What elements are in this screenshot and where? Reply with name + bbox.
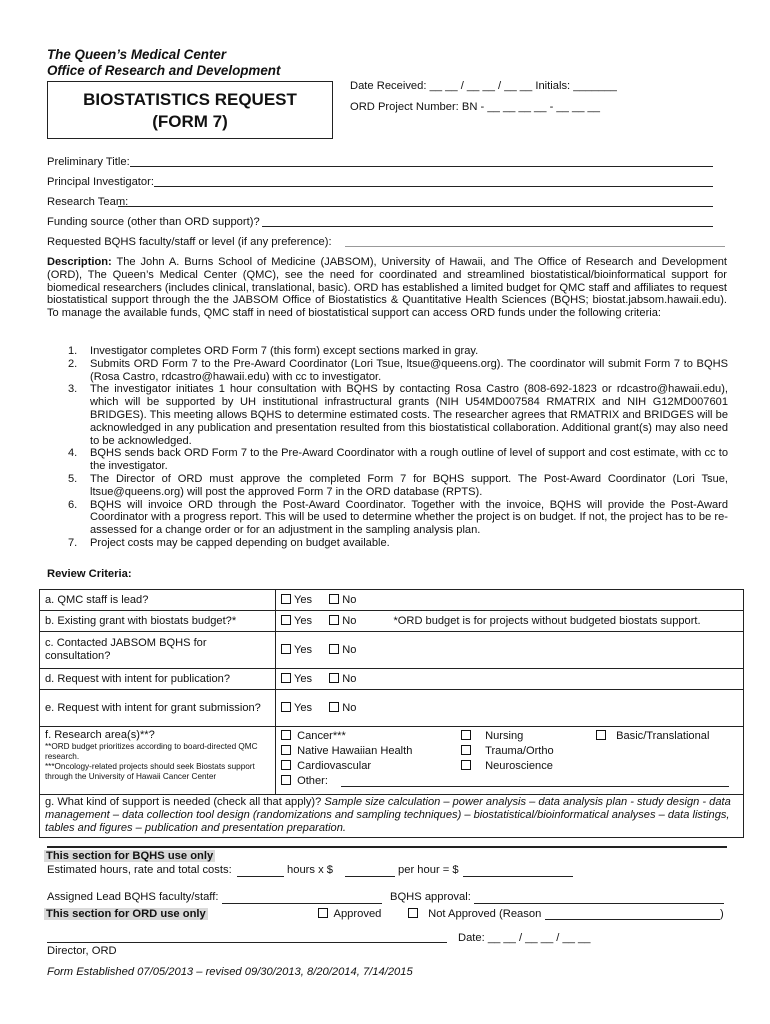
yes-label: Yes: [294, 614, 313, 627]
no-checkbox[interactable]: [329, 594, 339, 604]
form-number: (FORM 7): [152, 112, 228, 131]
bqhs-approval-input[interactable]: [474, 903, 724, 904]
table-row: [40, 727, 744, 795]
date-received-field[interactable]: Date Received: __ __ / __ __ / __ __ Initials: _______: [350, 80, 617, 92]
preliminary-title-label: Preliminary Title:: [47, 156, 130, 168]
approved-label: Approved: [333, 908, 382, 920]
neuroscience-checkbox[interactable]: [461, 760, 471, 770]
criteria-item: [68, 345, 728, 358]
question-g-cell: [40, 795, 744, 838]
criteria-text: The Director of ORD must approve the completed Form 7 for BQHS support. The Post-Award Coordinator (Lori Tsue, ltsue@queens.org) will post the approved Form 7 in the ORD database (RPTS).: [90, 472, 728, 498]
approved-option[interactable]: [318, 908, 381, 920]
table-row: [40, 632, 744, 669]
office-name: Office of Research and Development: [47, 63, 281, 78]
not-approved-option[interactable]: [408, 908, 541, 920]
not-approved-checkbox[interactable]: [408, 908, 418, 918]
yes-checkbox[interactable]: [281, 594, 291, 604]
research-team-label: Research Team:: [47, 196, 129, 208]
no-checkbox[interactable]: [329, 702, 339, 712]
area-label: Other:: [297, 775, 328, 787]
table-row: [40, 611, 744, 632]
area-label: Cancer***: [297, 730, 346, 742]
question-d: d. Request with intent for publication?: [40, 669, 276, 690]
native-hawaiian-checkbox[interactable]: [281, 745, 291, 755]
area-cancer[interactable]: [281, 730, 346, 743]
bqhs-divider: [47, 846, 727, 848]
support-options: Sample size calculation – power analysis – data analysis plan - study design - data management – data collection tool design (randomizations and sampling techniques) – biostatistical/bioinformatical analyses – data listings, tables and figures – publication and presentation preparation.: [45, 796, 731, 834]
form-established-footer: Form Established 07/05/2013 – revised 09/30/2013, 8/20/2014, 7/14/2015: [47, 966, 413, 978]
no-checkbox[interactable]: [329, 615, 339, 625]
director-signature-line[interactable]: [47, 942, 447, 943]
close-paren: ): [720, 908, 724, 920]
research-team-input[interactable]: [118, 206, 713, 207]
description-paragraph: [47, 256, 727, 320]
form-title-box: [47, 81, 333, 139]
question-b: b. Existing grant with biostats budget?*: [40, 611, 276, 632]
criteria-text: Project costs may be capped depending on budget available.: [90, 536, 390, 549]
area-label: Cardiovascular: [297, 760, 372, 772]
criteria-number: 2.: [68, 357, 78, 370]
no-checkbox[interactable]: [329, 673, 339, 683]
area-label: Nursing: [485, 730, 524, 742]
org-name: The Queen’s Medical Center: [47, 47, 227, 62]
no-checkbox[interactable]: [329, 644, 339, 654]
question-a: a. QMC staff is lead?: [40, 590, 276, 611]
research-areas-cell: [276, 727, 744, 795]
table-row: [40, 795, 744, 838]
answer-b: [276, 611, 744, 632]
estimated-costs-label: Estimated hours, rate and total costs:: [47, 864, 232, 876]
hours-label: hours x $: [287, 864, 334, 876]
requested-faculty-label: Requested BQHS faculty/staff or level (if any preference):: [47, 236, 332, 248]
criteria-text: BQHS sends back ORD Form 7 to the Pre-Award Coordinator with a rough outline of level of support and cost estimate, with cc to the investigator.: [90, 447, 728, 473]
review-criteria-heading: Review Criteria:: [47, 568, 132, 580]
criteria-number: 6.: [68, 498, 78, 511]
description-text: The John A. Burns School of Medicine (JABSOM), University of Hawaii, and The Office of Research and Development (ORD), The Queen’s Medical Center (QMC), see the need for coordinated and streamlined biostatistical/bioinformatical support for biomedical researchers (includes clinical, translational, basic). ORD has established a limited budget for QMC staff and affiliates to request biostatistical support through the the JABSOM Office of Biostatistics & Quantitative Health Sciences (BQHS; biostat.jabsom.hawaii.edu). To manage the available funds, QMC staff in need of biostatistical support can access ORD funds under the following criteria:: [47, 256, 727, 320]
total-cost-input[interactable]: [463, 876, 573, 877]
area-cardiovascular[interactable]: [281, 760, 371, 773]
yes-checkbox[interactable]: [281, 644, 291, 654]
no-label: No: [342, 643, 357, 656]
principal-investigator-label: Principal Investigator:: [47, 176, 154, 188]
no-label: No: [342, 614, 357, 627]
director-label: Director, ORD: [47, 945, 117, 957]
table-row: [40, 690, 744, 727]
criteria-text: Submits ORD Form 7 to the Pre-Award Coordinator (Lori Tsue, ltsue@queens.org). The coordinator will submit Form 7 to BQHS (Rosa Castro, rdcastro@hawaii.edu) with cc to investigator.: [90, 357, 728, 383]
form-title: BIOSTATISTICS REQUEST: [83, 90, 297, 109]
area-other[interactable]: [281, 775, 729, 788]
nursing-checkbox[interactable]: [461, 730, 471, 740]
ord-date-field[interactable]: Date: __ __ / __ __ / __ __: [458, 932, 591, 944]
rate-input[interactable]: [345, 876, 395, 877]
criteria-text: Investigator completes ORD Form 7 (this form) except sections marked in gray.: [90, 345, 479, 357]
area-label: Native Hawaiian Health: [297, 745, 413, 757]
yes-checkbox[interactable]: [281, 702, 291, 712]
per-hour-label: per hour = $: [398, 864, 459, 876]
reason-input[interactable]: [545, 919, 720, 920]
answer-c: [276, 632, 744, 669]
other-input[interactable]: [341, 786, 729, 787]
requested-faculty-input[interactable]: [345, 246, 725, 247]
table-row: [40, 590, 744, 611]
question-f: f. Research area(s)**?: [45, 729, 155, 741]
question-c: c. Contacted JABSOM BQHS for consultation?: [40, 632, 276, 669]
criteria-text: The investigator initiates 1 hour consultation with BQHS by contacting Rosa Castro (808-692-1823 or rdcastro@hawaii.edu), which will be supported by UH institutional infrastructural grants (NIH U54MD007584 RMATRIX and NIH G12MD007601 BRIDGES). This meeting allows BQHS to determine estimated costs. The researcher agrees that RMATRIX and BRIDGES will be acknowledged in any publication and presentation resulted from this biostatistical collaboration. Additional grant(s) may also need to be acknowledged.: [90, 383, 728, 447]
criteria-number: 7.: [68, 536, 78, 549]
bqhs-approval-label: BQHS approval:: [390, 891, 471, 903]
trauma-checkbox[interactable]: [461, 745, 471, 755]
criteria-item: [68, 447, 728, 473]
criteria-item: [68, 473, 728, 499]
area-native-hawaiian[interactable]: [281, 745, 412, 758]
area-neuroscience[interactable]: [461, 760, 553, 773]
funding-source-label: Funding source (other than ORD support)?: [47, 216, 260, 228]
approved-checkbox[interactable]: [318, 908, 328, 918]
question-f-cell: [40, 727, 276, 795]
yes-label: Yes: [294, 701, 313, 714]
oncology-note: ***Oncology-related projects should seek Biostats support through the University of Hawaii Cancer Center: [45, 762, 255, 781]
criteria-list: [68, 345, 728, 550]
cancer-checkbox[interactable]: [281, 730, 291, 740]
bqhs-section-text: This section for BQHS use only: [46, 850, 214, 862]
criteria-item: [68, 358, 728, 384]
criteria-item: [68, 499, 728, 537]
not-approved-label: Not Approved (Reason: [428, 908, 542, 920]
answer-e: [276, 690, 744, 727]
table-row: [40, 669, 744, 690]
criteria-number: 4.: [68, 447, 78, 460]
research-priority-note: **ORD budget prioritizes according to board-directed QMC research.: [45, 742, 258, 761]
hours-input[interactable]: [237, 876, 284, 877]
criteria-item: [68, 537, 728, 550]
area-label: Neuroscience: [485, 760, 553, 772]
lead-faculty-label: Assigned Lead BQHS faculty/staff:: [47, 891, 219, 903]
question-e: e. Request with intent for grant submission?: [40, 690, 276, 727]
lead-faculty-input[interactable]: [222, 903, 382, 904]
answer-d: [276, 669, 744, 690]
yes-label: Yes: [294, 672, 313, 685]
criteria-number: 1.: [68, 345, 78, 357]
no-label: No: [342, 672, 357, 685]
principal-investigator-input[interactable]: [154, 186, 713, 187]
criteria-text: BQHS will invoice ORD through the Post-Award Coordinator. Together with the invoice, BQHS will provide the Post-Award Coordinator with a progress report. This will be used to determine whether the project is on budget. If not, the project has to be re-assessed for a change order or for an adjustment in the sampling analysis plan.: [90, 498, 728, 537]
review-table: [39, 589, 744, 838]
criteria-number: 3.: [68, 383, 78, 396]
criteria-item: [68, 383, 728, 447]
area-label: Trauma/Ortho: [485, 745, 554, 757]
yes-label: Yes: [294, 593, 313, 606]
budget-note: *ORD budget is for projects without budgeted biostats support.: [393, 614, 701, 627]
preliminary-title-input[interactable]: [130, 166, 713, 167]
no-label: No: [342, 701, 357, 714]
ord-section-label: [44, 908, 208, 920]
cardiovascular-checkbox[interactable]: [281, 760, 291, 770]
yes-checkbox[interactable]: [281, 673, 291, 683]
question-g: g. What kind of support is needed (check all that apply)?: [45, 796, 322, 808]
ord-section-text: This section for ORD use only: [46, 908, 206, 920]
other-checkbox[interactable]: [281, 775, 291, 785]
answer-a: [276, 590, 744, 611]
basic-checkbox[interactable]: [596, 730, 606, 740]
ord-project-number-field[interactable]: ORD Project Number: BN - __ __ __ __ - __ __ __: [350, 101, 600, 113]
yes-label: Yes: [294, 643, 313, 656]
yes-checkbox[interactable]: [281, 615, 291, 625]
area-trauma[interactable]: [461, 745, 554, 758]
area-basic[interactable]: [596, 730, 709, 743]
description-label: Description:: [47, 256, 112, 268]
area-label: Basic/Translational: [616, 730, 710, 742]
no-label: No: [342, 593, 357, 606]
criteria-number: 5.: [68, 472, 78, 485]
area-nursing[interactable]: [461, 730, 523, 743]
bqhs-section-label: [44, 850, 215, 862]
funding-source-input[interactable]: [262, 226, 713, 227]
